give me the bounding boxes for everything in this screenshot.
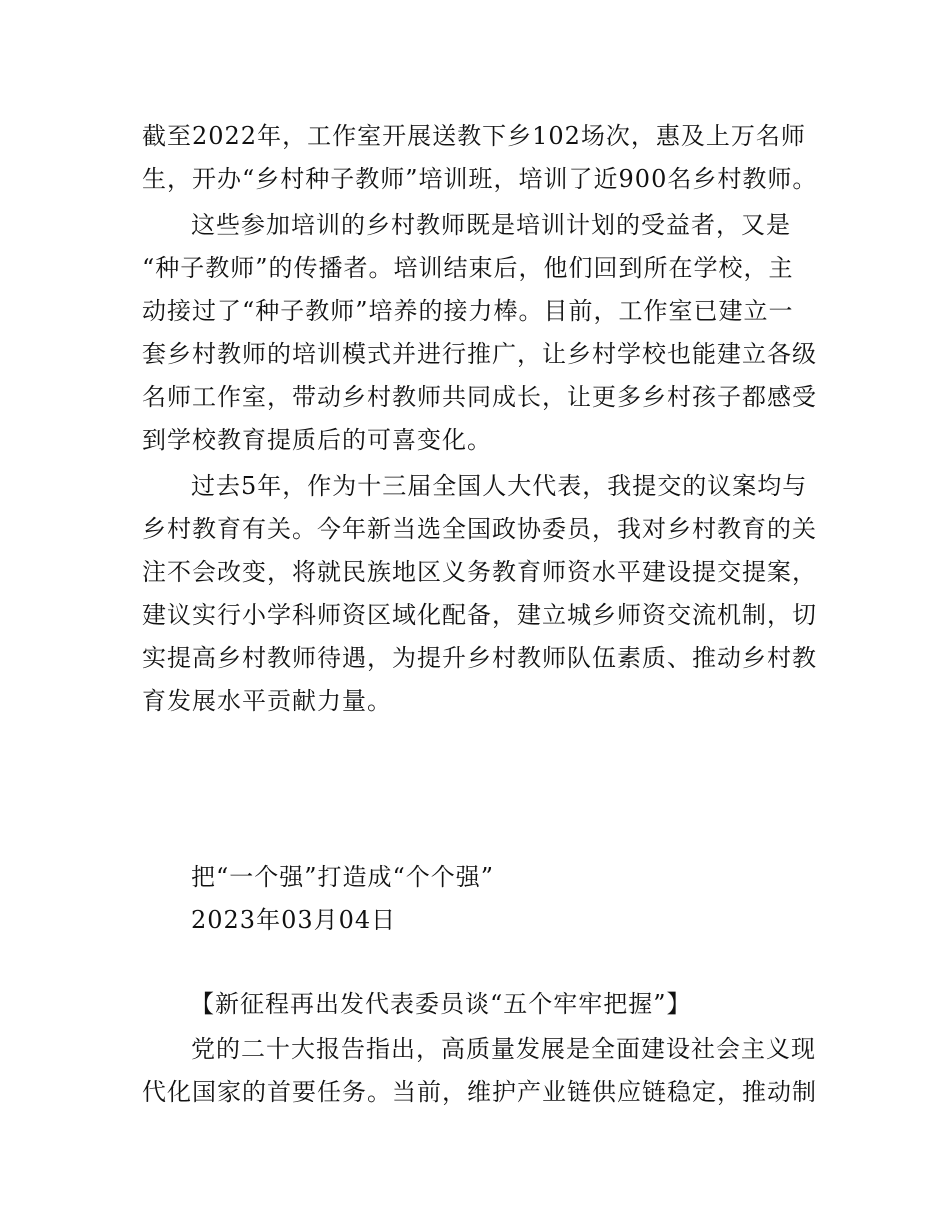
text-line: 注不会改变，将就民族地区义务教育师资水平建设提交提案， [142, 558, 817, 586]
text-line: 套乡村教师的培训模式并进行推广，让乡村学校也能建立各级 [142, 340, 817, 368]
paragraph-1 [142, 115, 842, 201]
text-line: 党的二十大报告指出，高质量发展是全面建设社会主义现 [191, 1035, 816, 1063]
text-line: 乡村教育有关。今年新当选全国政协委员，我对乡村教育的关 [142, 515, 817, 543]
section-heading-block [142, 983, 842, 1026]
text-line: 建议实行小学科师资区域化配备，建立城乡师资交流机制，切 [142, 601, 817, 629]
section-heading: 【新征程再出发代表委员谈“五个牢牢把握”】 [190, 990, 692, 1018]
text-line: 过去5年，作为十三届全国人大代表，我提交的议案均与 [191, 472, 808, 500]
text-line: 到学校教育提质后的可喜变化。 [142, 426, 492, 454]
article-date: 2023年03月04日 [191, 906, 397, 934]
text-line: 代化国家的首要任务。当前，维护产业链供应链稳定，推动制 [142, 1078, 817, 1106]
text-line: 动接过了“种子教师”培养的接力棒。目前，工作室已建立一 [142, 297, 794, 325]
text-line: 生，开办“乡村种子教师”培训班，培训了近900名乡村教师。 [142, 165, 818, 193]
paragraph-4 [142, 1028, 842, 1114]
paragraph-2 [142, 204, 842, 462]
text-line: 截至2022年，工作室开展送教下乡102场次，惠及上万名师 [142, 122, 806, 150]
text-line: 育发展水平贡献力量。 [142, 687, 392, 715]
article-header [142, 856, 842, 942]
text-line: 这些参加培训的乡村教师既是培训计划的受益者，又是 [191, 211, 791, 239]
text-line: 名师工作室，带动乡村教师共同成长，让更多乡村孩子都感受 [142, 383, 817, 411]
text-line: 实提高乡村教师待遇，为提升乡村教师队伍素质、推动乡村教 [142, 644, 817, 672]
article-title: 把“一个强”打造成“个个强” [191, 863, 495, 891]
paragraph-3 [142, 465, 842, 723]
text-line: “种子教师”的传播者。培训结束后，他们回到所在学校，主 [142, 254, 794, 282]
